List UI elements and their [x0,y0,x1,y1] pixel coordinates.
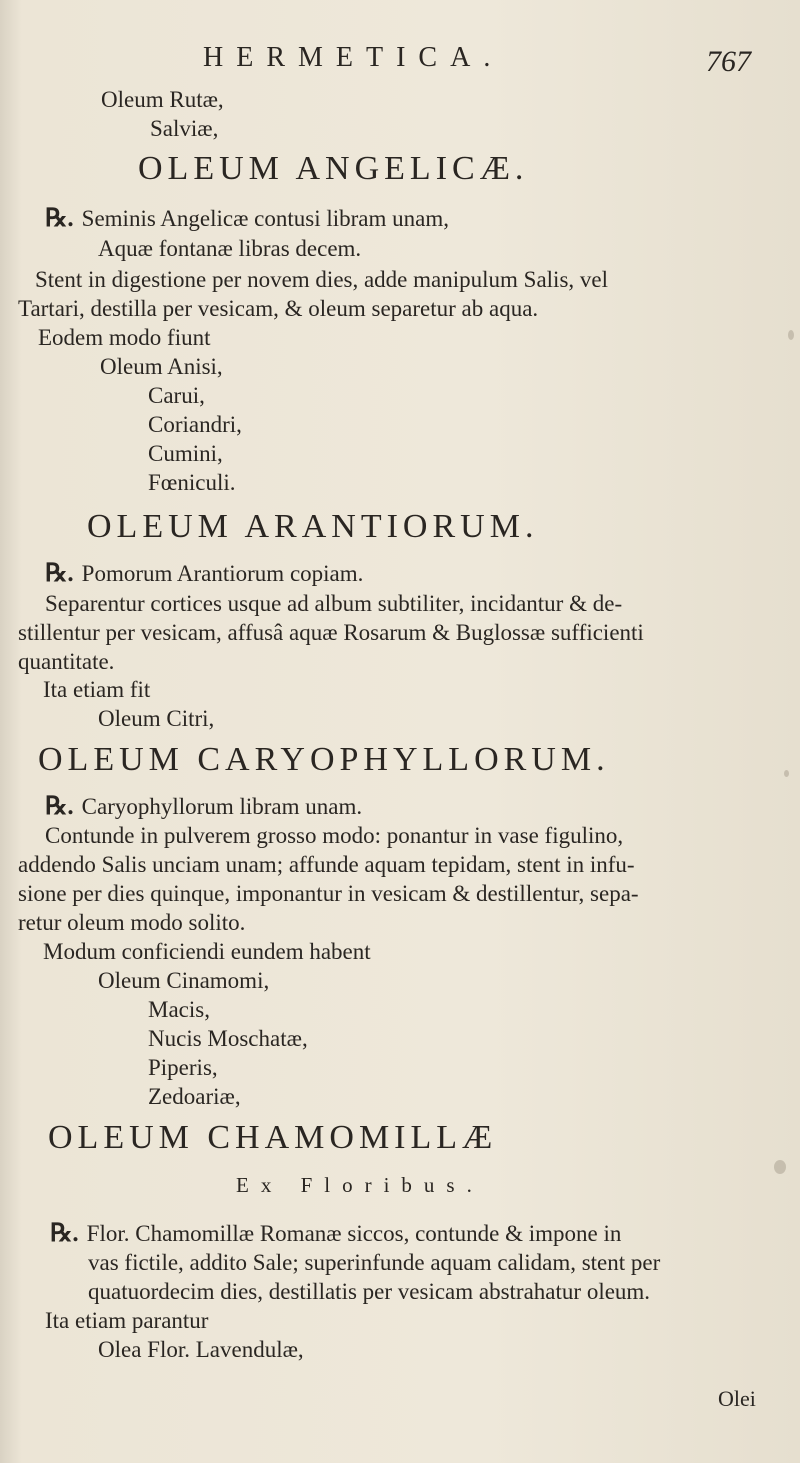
paper-stain [774,1160,786,1174]
section-subheading: Ex Floribus. [236,1173,484,1197]
paper-stain [788,330,794,340]
text-line: Separentur cortices usque ad album subtiliter, incidantur & de- [45,591,623,616]
text-line: Coriandri, [148,412,242,437]
page-number: 767 [706,45,751,78]
text-line: stillentur per vesicam, affusâ aquæ Rosarum & Buglossæ sufficienti [18,620,644,645]
text-line: Aquæ fontanæ libras decem. [98,236,362,261]
text-line: quatuordecim dies, destillatis per vesicam abstrahatur oleum. [88,1279,651,1304]
section-heading: OLEUM CHAMOMILLÆ [48,1119,498,1156]
text-line: Modum conficiendi eundem habent [43,939,371,964]
text-line: Zedoariæ, [148,1084,241,1109]
recipe-line [50,1220,621,1248]
text-line: Pomorum Arantiorum copiam. [81,561,364,586]
text-line: Piperis, [148,1055,218,1080]
text-line: vas fictile, addito Sale; superinfunde aquam calidam, stent per [88,1250,661,1275]
paper-stain [784,770,789,777]
text-line: Ita etiam fit [43,677,151,702]
text-line: Seminis Angelicæ contusi libram unam, [81,206,449,231]
text-line: retur oleum modo solito. [18,910,246,935]
recipe-line [45,793,362,821]
text-line: Ita etiam parantur [45,1308,209,1333]
text-line: Contunde in pulverem grosso modo: ponantur in vase figulino, [45,823,624,848]
text-line: Oleum Rutæ, [101,87,224,112]
text-line: Caryophyllorum libram unam. [81,794,363,819]
text-line: Macis, [148,997,210,1022]
catchword: Olei [718,1386,756,1411]
recipe-mark: ℞. [45,205,74,232]
recipe-line [45,205,449,233]
text-line: Fœniculi. [148,470,236,495]
section-heading: OLEUM CARYOPHYLLORUM. [38,741,610,778]
text-line: Oleum Citri, [98,706,215,731]
recipe-line [45,560,363,588]
text-line: Oleum Cinamomi, [98,968,270,993]
text-line: quantitate. [18,649,115,674]
text-line: Salviæ, [150,116,219,141]
text-line: Olea Flor. Lavendulæ, [98,1337,304,1362]
section-heading: OLEUM ARANTIORUM. [87,508,539,545]
recipe-mark: ℞. [45,560,74,587]
text-line: Eodem modo fiunt [38,325,211,350]
text-line: Stent in digestione per novem dies, adde manipulum Salis, vel [35,267,608,292]
text-line: addendo Salis unciam unam; affunde aquam tepidam, stent in infu- [18,852,635,877]
text-line: Tartari, destilla per vesicam, & oleum separetur ab aqua. [18,296,539,321]
text-line: Oleum Anisi, [100,354,223,379]
running-title: HERMETICA. [203,42,504,73]
section-heading: OLEUM ANGELICÆ. [138,150,529,187]
text-line: sione per dies quinque, imponantur in vesicam & destillentur, sepa- [18,881,639,906]
text-line: Flor. Chamomillæ Romanæ siccos, contunde & impone in [86,1221,622,1246]
recipe-mark: ℞. [45,793,74,820]
text-line: Carui, [148,383,205,408]
text-line: Nucis Moschatæ, [148,1026,308,1051]
text-line: Cumini, [148,441,223,466]
recipe-mark: ℞. [50,1220,79,1247]
